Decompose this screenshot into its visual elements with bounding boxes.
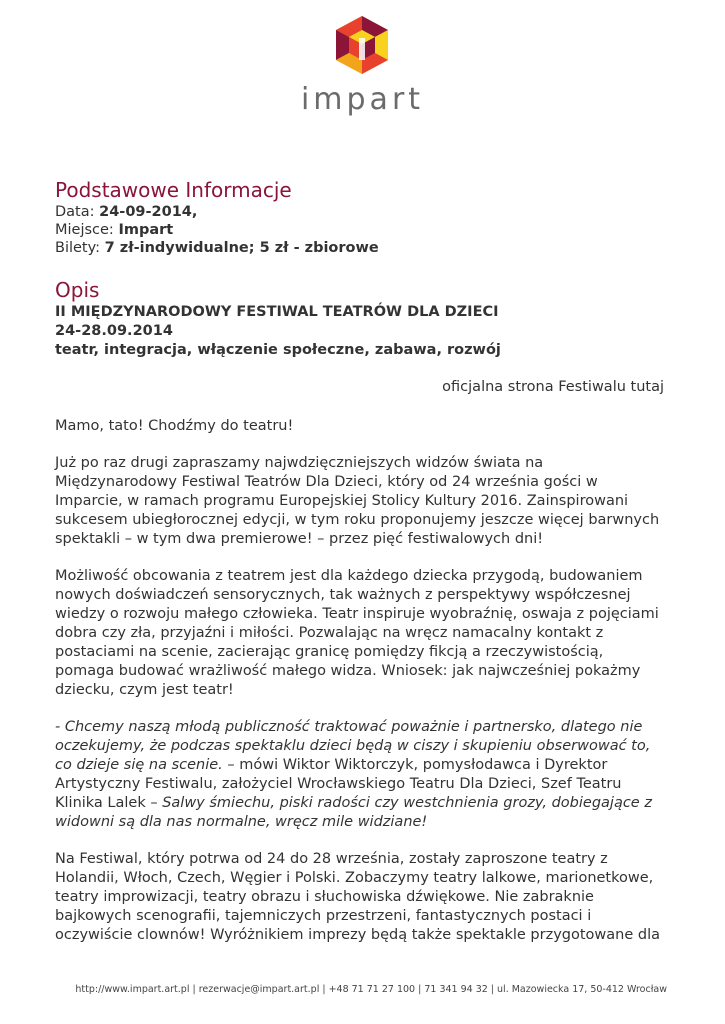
paragraph-5-line: bajkowych scenografii, tajemniczych przestrzeni, fantastycznych postaci i [55,908,592,924]
paragraph-3-line: dobra czy zła, przyjaźni i miłości. Pozwalając na wręcz namacalny kontakt z [55,625,604,641]
paragraph-intro: Mamo, tato! Chodźmy do teatru! [55,418,294,434]
tickets-label: Bilety: [55,240,101,256]
quote-italic: widowni są dla nas normalne, wręcz mile widziane! [55,814,428,830]
paragraph-2-line: Imparcie, w ramach programu Europejskiej Stolicy Kultury 2016. Zainspirowani [55,493,629,509]
quote-italic: co dzieje się na scenie. [55,757,223,773]
paragraph-2-line: sukcesem ubiegłorocznej edycji, w tym roku proponujemy jeszcze więcej barwnych [55,512,660,528]
tickets-line [55,239,667,257]
tickets-value: 7 zł-indywidualne; 5 zł - zbiorowe [104,240,379,256]
place-line [55,221,667,239]
paragraph-2-line: Już po raz drugi zapraszamy najwdzięczniejszych widzów świata na [55,455,544,471]
paragraph-5-line: teatry improwizacji, teatry obrazu i słuchowiska dźwiękowe. Nie zabraknie [55,889,594,905]
main-content [55,177,667,945]
paragraph-3-line: nowych doświadczeń sensorycznych, tak ważnych z perspektywy współczesnej [55,587,631,603]
footer-contact: http://www.impart.art.pl | rezerwacje@impart.art.pl | +48 71 71 27 100 | 71 341 94 32 | ul. Mazowiecka 17, 50-412 Wrocław [75,984,667,995]
paragraph-3-line: dziecku, czym jest teatr! [55,682,234,698]
paragraph-5-line: Na Festiwal, który potrwa od 24 do 28 września, zostały zaproszone teatry z [55,851,608,867]
paragraph-3-line: pomaga budować wrażliwość małego widza. Wniosek: jak najwcześniej pokażmy [55,663,641,679]
paragraph-3-line: wiedzy o rozwoju małego człowieka. Teatr inspiruje wyobraźnię, oswaja z pojęciami [55,606,659,622]
official-site-link[interactable]: oficjalna strona Festiwalu tutaj [442,379,664,395]
paragraph-5-line: oczywiście clownów! Wyróżnikiem imprezy będą także spektakle przygotowane dla [55,927,660,943]
festival-dates: 24-28.09.2014 [55,323,173,339]
paragraph-quote [55,718,667,832]
paragraph-2-line: Międzynarodowy Festiwal Teatrów Dla Dzieci, który od 24 września gości w [55,474,598,490]
paragraph-3 [55,567,667,700]
quote-attribution: – mówi Wiktor Wiktorczyk, pomysłodawca i Dyrektor [222,757,608,773]
paragraph-3-line: postaciami na scenie, zacierając granicę pomiędzy fikcją a rzeczywistością, [55,644,604,660]
basic-info-heading: Podstawowe Informacje [55,178,292,202]
place-label: Miejsce: [55,222,114,238]
quote-italic: Salwy śmiechu, piski radości czy westchnienia grozy, dobiegające z [162,795,652,811]
paragraph-5 [55,850,667,945]
impart-logo [0,0,725,130]
place-value: Impart [118,222,174,238]
quote-attribution: Klinika Lalek – [55,795,163,811]
date-line [55,203,667,221]
paragraph-3-line: Możliwość obcowania z teatrem jest dla każdego dziecka przygodą, budowaniem [55,568,643,584]
quote-italic: - Chcemy naszą młodą publiczność traktować poważnie i partnersko, dlatego nie [55,719,643,735]
paragraph-5-line: Holandii, Włoch, Czech, Węgier i Polski. Zobaczymy teatry lalkowe, marionetkowe, [55,870,654,886]
date-label: Data: [55,204,95,220]
quote-italic: oczekujemy, że podczas spektaklu dzieci będą w ciszy i skupieniu obserwować to, [55,738,651,754]
paragraph-2 [55,454,667,549]
date-value: 24-09-2014, [99,204,198,220]
festival-tags: teatr, integracja, włączenie społeczne, zabawa, rozwój [55,342,501,358]
quote-attribution: Artystyczny Festiwalu, założyciel Wrocławskiego Teatru Dla Dzieci, Szef Teatru [55,776,622,792]
logo-wordmark: impart [300,82,425,117]
festival-title: II MIĘDZYNARODOWY FESTIWAL TEATRÓW DLA DZIECI [55,304,499,320]
impart-logo-mark [331,14,393,76]
paragraph-2-line: spektakli – w tym dwa premierowe! – przez pięć festiwalowych dni! [55,531,544,547]
description-heading: Opis [55,278,100,302]
